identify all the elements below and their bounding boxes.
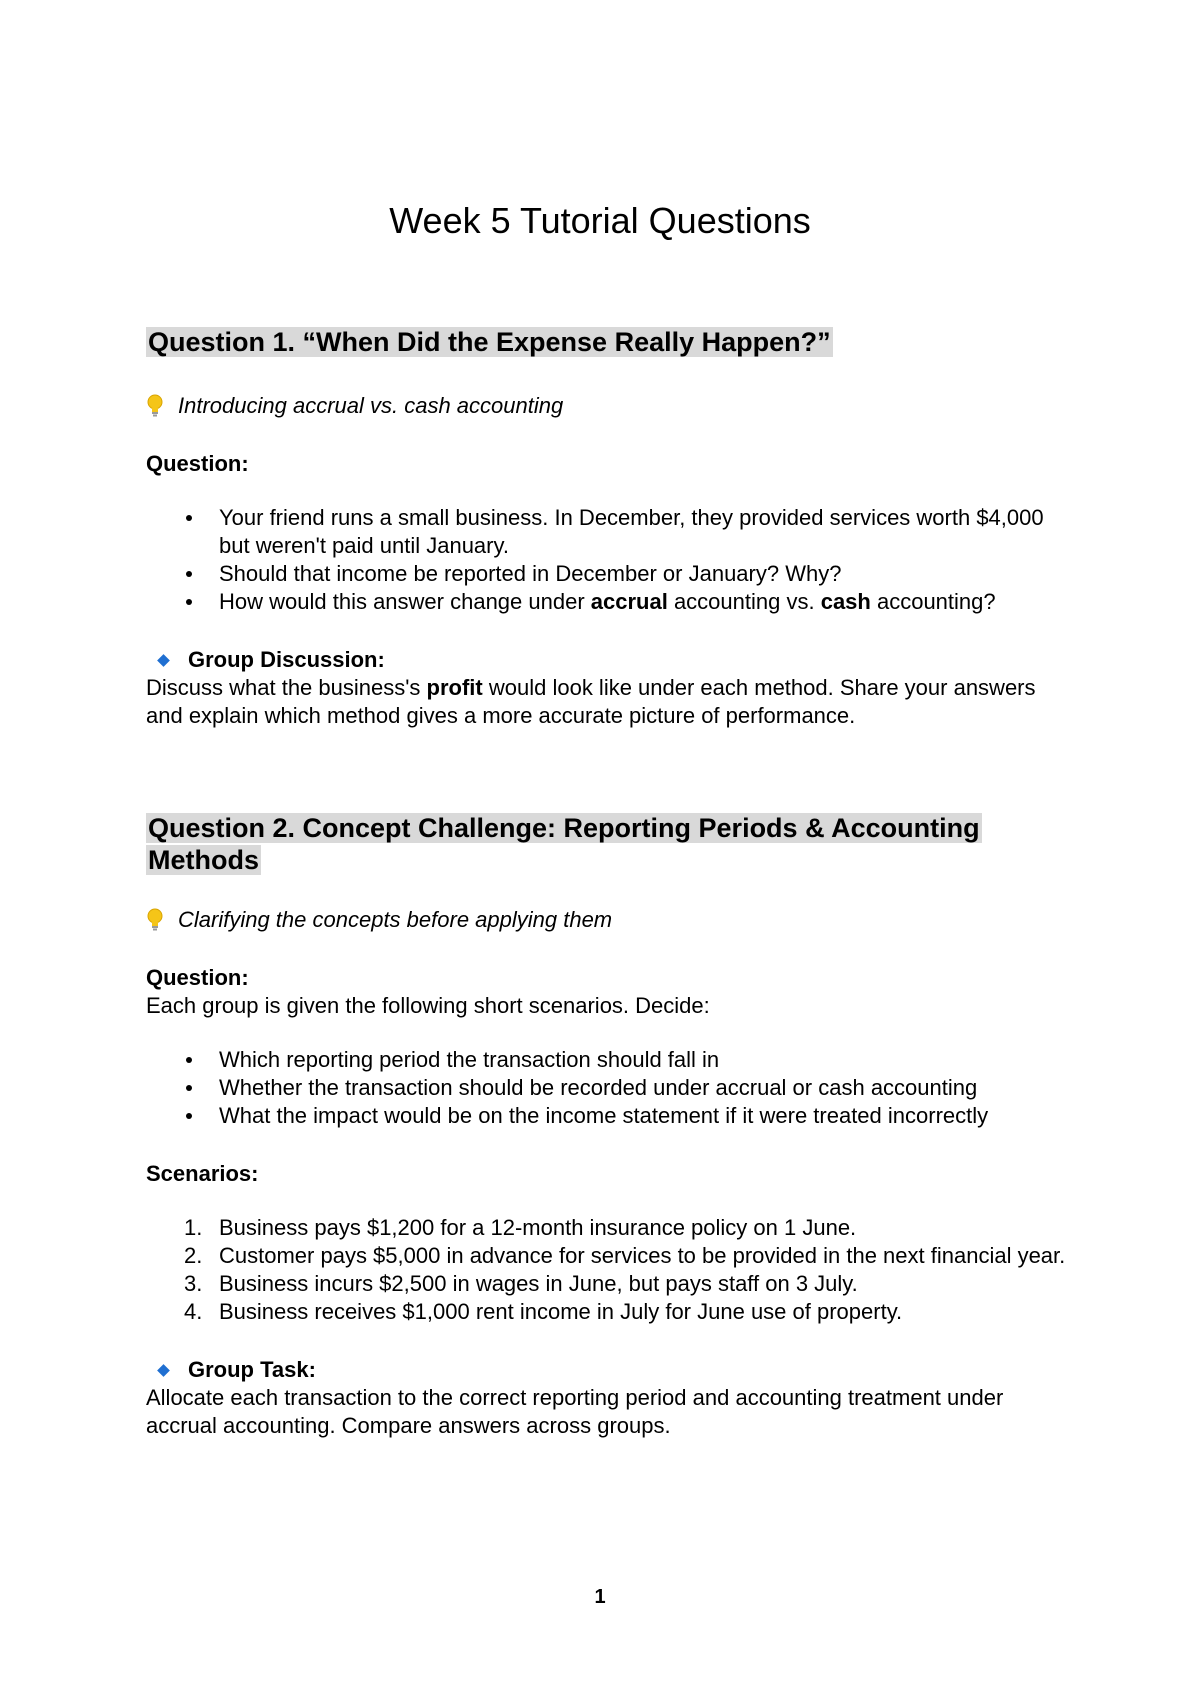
diamond-icon — [157, 654, 170, 667]
question-2-section — [146, 812, 1066, 1440]
list-item: What the impact would be on the income statement if it were treated incorrectly — [146, 1102, 1066, 1130]
question-label: Question: — [146, 965, 249, 990]
question-2-intro: Each group is given the following short scenarios. Decide: — [146, 993, 710, 1018]
group-discussion-title: Group Discussion: — [188, 647, 385, 672]
scenario-number: 3. — [184, 1271, 203, 1296]
group-discussion-text — [146, 674, 1066, 730]
subtitle-text: Introducing accrual vs. cash accounting — [178, 393, 564, 418]
scenario-text: Business receives $1,000 rent income in July for June use of property. — [219, 1299, 903, 1324]
question-1-subtitle — [146, 392, 1066, 420]
group-task-label — [146, 1356, 1066, 1384]
scenario-number: 1. — [184, 1215, 203, 1240]
paragraph-text: Discuss what the business's — [146, 675, 427, 700]
scenario-item — [146, 1242, 1066, 1270]
list-item: Whether the transaction should be recorded under accrual or cash accounting — [146, 1074, 1066, 1102]
page-title: Week 5 Tutorial Questions — [389, 200, 811, 241]
scenarios-list — [146, 1214, 1066, 1326]
question-1-bullets — [146, 504, 1066, 616]
group-task-text: Allocate each transaction to the correct reporting period and accounting treatment under accrual accounting. Compare answers across groups. — [146, 1385, 1004, 1438]
question-2-heading: Question 2. Concept Challenge: Reporting Periods & Accounting Methods — [148, 813, 980, 875]
scenarios-label: Scenarios: — [146, 1161, 259, 1186]
question-2-subtitle — [146, 906, 1066, 934]
scenario-item — [146, 1214, 1066, 1242]
diamond-icon — [157, 1364, 170, 1377]
question-1-heading: Question 1. “When Did the Expense Really Happen?” — [148, 327, 831, 357]
document-body — [146, 326, 1066, 1440]
group-task-title: Group Task: — [188, 1357, 316, 1382]
list-item: Your friend runs a small business. In December, they provided services worth $4,000 but weren't paid until January. — [146, 504, 1066, 560]
subtitle-text: Clarifying the concepts before applying them — [178, 907, 613, 932]
scenario-text: Business pays $1,200 for a 12-month insurance policy on 1 June. — [219, 1215, 857, 1240]
list-item: Should that income be reported in December or January? Why? — [146, 560, 1066, 588]
scenario-text: Business incurs $2,500 in wages in June, but pays staff on 3 July. — [219, 1271, 858, 1296]
bullet-text: How would this answer change under — [219, 589, 591, 614]
profit-term: profit — [426, 675, 483, 700]
question-label: Question: — [146, 451, 249, 476]
question-2-bullets — [146, 1046, 1066, 1130]
lightbulb-icon — [146, 908, 164, 932]
lightbulb-icon — [146, 394, 164, 418]
scenario-text: Customer pays $5,000 in advance for services to be provided in the next financial year. — [219, 1243, 1066, 1268]
accrual-term: accrual — [590, 589, 668, 614]
scenario-number: 2. — [184, 1243, 203, 1268]
page-number: 1 — [594, 1586, 606, 1608]
scenario-item — [146, 1270, 1066, 1298]
cash-term: cash — [820, 589, 871, 614]
list-item — [146, 588, 1066, 616]
scenario-item — [146, 1298, 1066, 1326]
question-1-section — [146, 326, 1066, 730]
paragraph-text: would look like under each method. Share your answers and explain which method gives a more accurate picture of performance. — [146, 675, 1036, 728]
scenario-number: 4. — [184, 1299, 203, 1324]
group-discussion-label — [146, 646, 1066, 674]
bullet-text: accounting? — [870, 589, 996, 614]
bullet-text: accounting vs. — [667, 589, 821, 614]
list-item: Which reporting period the transaction should fall in — [146, 1046, 1066, 1074]
